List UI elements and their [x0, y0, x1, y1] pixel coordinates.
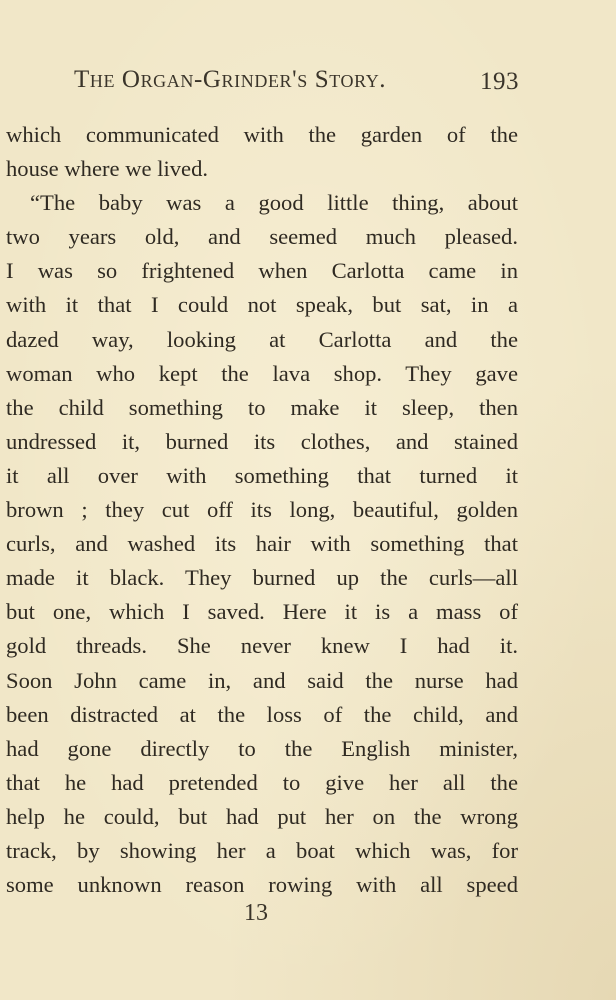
text-line: house where we lived. — [6, 156, 209, 182]
text-line: help he could, but had put her on the wrong — [6, 803, 518, 829]
text-line: two years old, and seemed much pleased. — [6, 224, 518, 250]
text-line: track, by showing her a boat which was, for — [6, 837, 518, 863]
text-line: dazed way, looking at Carlotta and the — [6, 326, 518, 352]
text-line: had gone directly to the English minister, — [6, 735, 518, 761]
text-line: that he had pretended to give her all the — [6, 769, 518, 795]
text-line: Soon John came in, and said the nurse had — [6, 667, 518, 693]
text-line: “The baby was a good little thing, about — [30, 190, 518, 216]
text-line: gold threads. She never knew I had it. — [6, 633, 518, 659]
text-line: curls, and washed its hair with something that — [6, 531, 518, 557]
signature-mark: 13 — [244, 900, 268, 926]
running-title: The Organ-Grinder's Story. — [74, 66, 387, 93]
text-line: woman who kept the lava shop. They gave — [6, 360, 518, 386]
text-line: it all over with something that turned it — [6, 462, 518, 488]
text-line: the child something to make it sleep, then — [6, 394, 518, 420]
text-line: undressed it, burned its clothes, and stained — [6, 428, 518, 454]
text-line: made it black. They burned up the curls—all — [6, 565, 518, 591]
text-line: brown ; they cut off its long, beautiful, golden — [6, 497, 518, 523]
text-line: which communicated with the garden of the — [6, 122, 518, 147]
text-line: been distracted at the loss of the child, and — [6, 701, 518, 727]
text-line: with it that I could not speak, but sat, in a — [6, 292, 518, 318]
text-line: some unknown reason rowing with all speed — [6, 872, 518, 898]
page-number: 193 — [480, 68, 519, 95]
running-head — [0, 62, 616, 102]
text-line: but one, which I saved. Here it is a mass of — [6, 599, 518, 625]
body-text — [6, 118, 518, 902]
text-line: I was so frightened when Carlotta came in — [6, 258, 518, 284]
